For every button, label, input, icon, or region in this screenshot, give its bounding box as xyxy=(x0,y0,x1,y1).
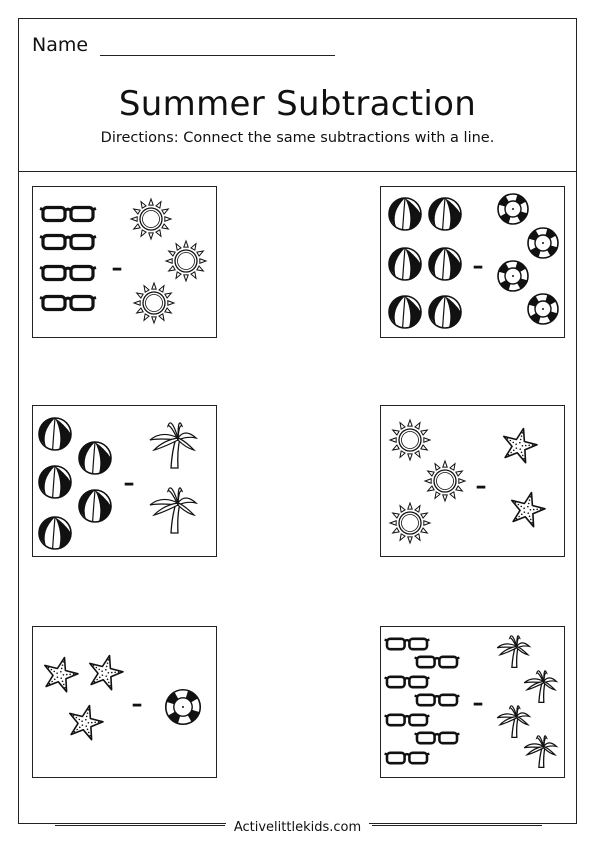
problem-art xyxy=(33,187,218,339)
beach-ball-icon xyxy=(429,248,461,280)
problem-box-right-2[interactable] xyxy=(380,405,565,557)
beach-ball-icon xyxy=(389,248,421,280)
problem-art xyxy=(381,406,566,558)
footer xyxy=(0,816,595,835)
problem-art xyxy=(381,627,566,779)
starfish-icon xyxy=(504,429,537,463)
problem-box-left-1[interactable] xyxy=(32,186,217,338)
beach-ball-icon xyxy=(389,198,421,230)
swim-ring-icon xyxy=(528,228,558,258)
problem-art xyxy=(381,187,566,339)
problem-art xyxy=(33,627,218,779)
sun-icon xyxy=(425,461,465,501)
sun-icon xyxy=(390,503,430,543)
sunglasses-icon xyxy=(40,236,96,249)
sunglasses-icon xyxy=(385,753,430,763)
palm-tree-icon xyxy=(497,636,529,668)
sun-icon xyxy=(131,199,171,239)
palm-tree-icon xyxy=(524,671,556,703)
sun-icon xyxy=(166,241,206,281)
minus-sign: – xyxy=(131,692,143,717)
sun-icon xyxy=(134,283,174,323)
starfish-icon xyxy=(45,658,78,692)
sun-icon xyxy=(390,420,430,460)
minus-sign: – xyxy=(475,474,487,499)
palm-tree-icon xyxy=(497,706,529,738)
beach-ball-icon xyxy=(429,296,461,328)
problem-box-left-2[interactable] xyxy=(32,405,217,557)
footer-site: Activelittlekids.com xyxy=(226,820,369,835)
beach-ball-icon xyxy=(39,517,71,549)
minus-sign: – xyxy=(472,254,484,279)
sunglasses-icon xyxy=(385,639,430,649)
beach-ball-icon xyxy=(39,418,71,450)
directions-text: Directions: Connect the same subtractions with a line. xyxy=(100,130,495,146)
beach-ball-icon xyxy=(79,442,111,474)
name-field-line[interactable] xyxy=(100,55,335,56)
minus-sign: – xyxy=(111,256,123,281)
sunglasses-icon xyxy=(40,297,96,310)
swim-ring-icon xyxy=(498,194,528,224)
name-label: Name xyxy=(32,34,89,56)
starfish-icon xyxy=(70,706,103,740)
sunglasses-icon xyxy=(415,695,460,705)
palm-tree-icon xyxy=(150,423,196,468)
beach-ball-icon xyxy=(79,490,111,522)
palm-tree-icon xyxy=(524,736,556,768)
starfish-icon xyxy=(90,656,123,690)
swim-ring-icon xyxy=(166,690,201,725)
palm-tree-icon xyxy=(150,488,196,533)
problem-box-left-3[interactable] xyxy=(32,626,217,778)
problem-box-right-1[interactable] xyxy=(380,186,565,338)
sunglasses-icon xyxy=(385,677,430,687)
swim-ring-icon xyxy=(528,294,558,324)
minus-sign: – xyxy=(472,691,484,716)
beach-ball-icon xyxy=(39,466,71,498)
beach-ball-icon xyxy=(389,296,421,328)
header-divider xyxy=(18,171,577,172)
starfish-icon xyxy=(512,493,545,527)
sunglasses-icon xyxy=(40,208,96,221)
minus-sign: – xyxy=(123,471,135,496)
sunglasses-icon xyxy=(415,733,460,743)
swim-ring-icon xyxy=(498,261,528,291)
problem-art xyxy=(33,406,218,558)
sunglasses-icon xyxy=(415,657,460,667)
problem-box-right-3[interactable] xyxy=(380,626,565,778)
sunglasses-icon xyxy=(40,267,96,280)
sunglasses-icon xyxy=(385,715,430,725)
beach-ball-icon xyxy=(429,198,461,230)
worksheet-title: Summer Subtraction xyxy=(118,84,477,124)
